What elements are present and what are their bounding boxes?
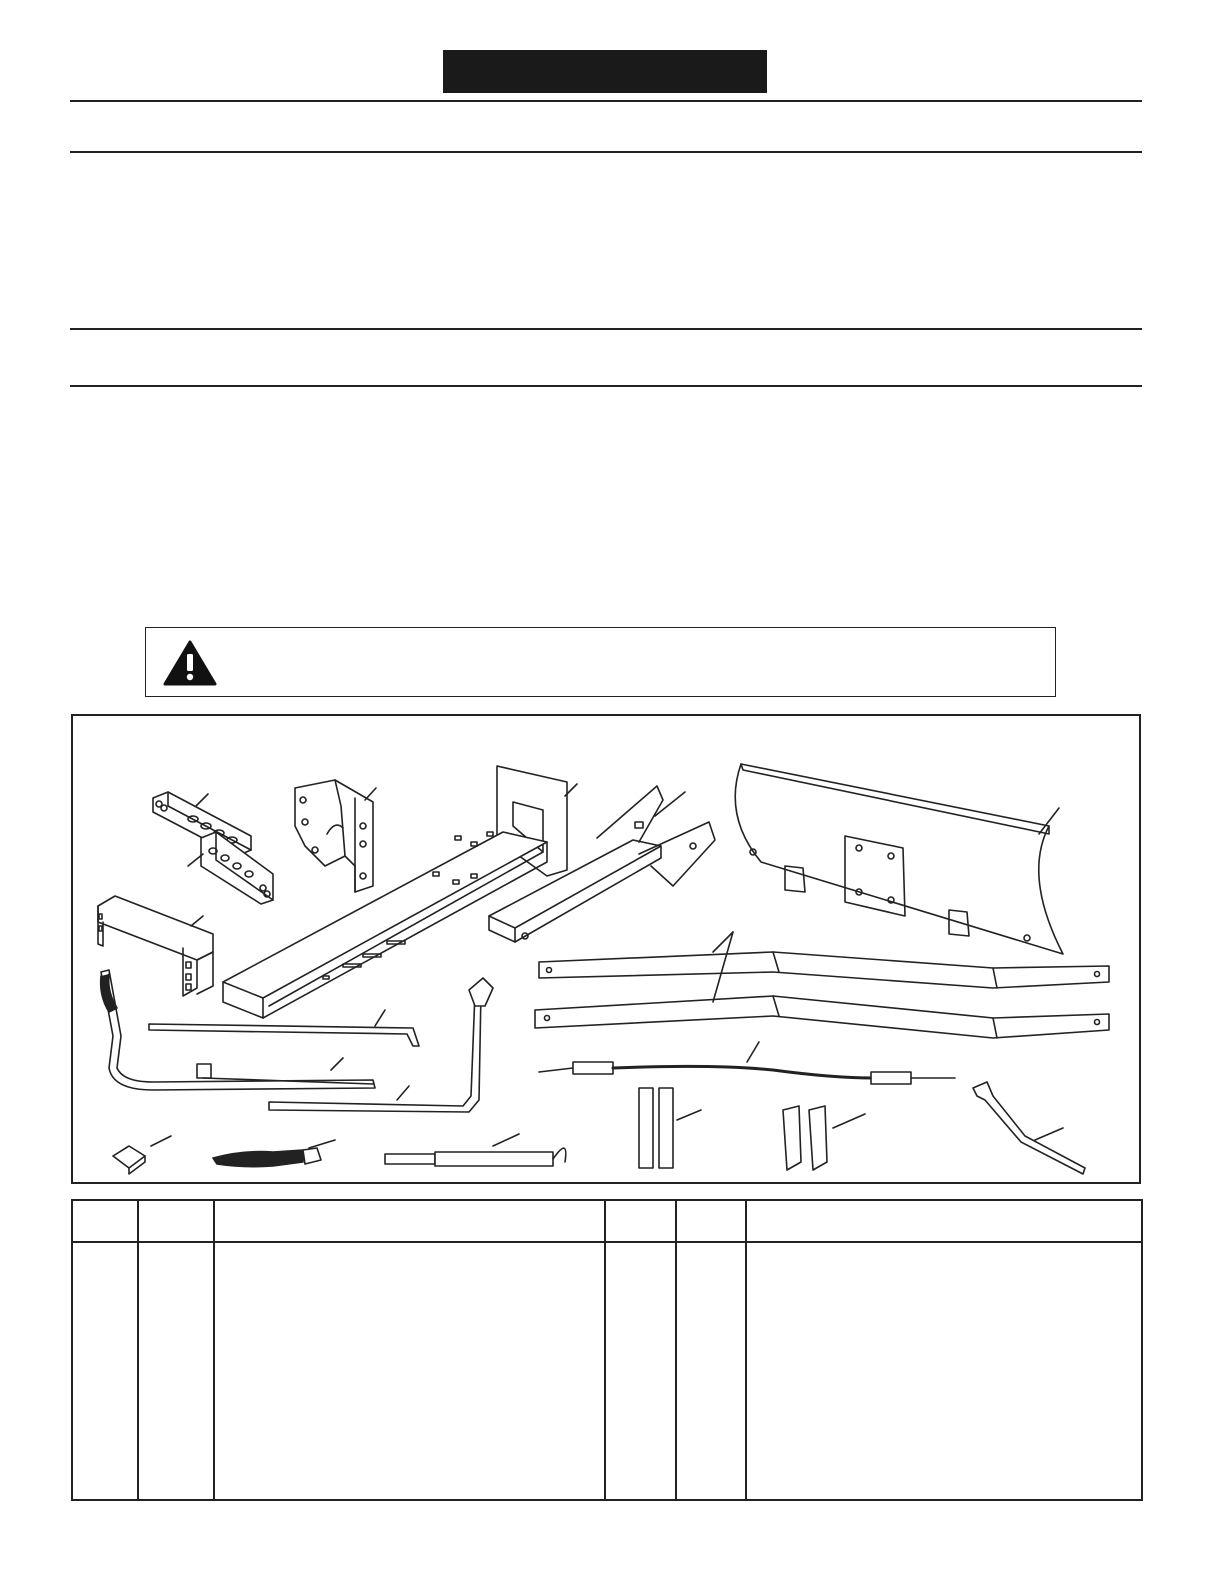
section-rule-bottom-2	[70, 385, 1142, 387]
slotted-bracket-lower	[188, 832, 273, 904]
table-cell	[214, 1242, 605, 1500]
extension-spring	[385, 1134, 566, 1166]
lift-rod	[269, 978, 493, 1112]
table-row	[72, 1242, 1142, 1500]
push-frame	[223, 766, 577, 1018]
table-header-cell	[676, 1200, 746, 1242]
pivot-plate-bracket	[295, 780, 376, 892]
table-cell	[746, 1242, 1142, 1500]
parts-table	[71, 1199, 1143, 1501]
scraper-bar-upper	[539, 952, 1109, 988]
section-rule-top-1	[70, 100, 1142, 102]
table-cell	[676, 1242, 746, 1500]
table-header-cell	[214, 1200, 605, 1242]
warning-box	[145, 627, 1056, 697]
latch-lever	[213, 1140, 335, 1167]
mounting-bracket-u	[98, 896, 213, 996]
table-cell	[138, 1242, 214, 1500]
plow-blade	[735, 764, 1063, 954]
cable	[539, 1042, 955, 1084]
table-cell	[72, 1242, 138, 1500]
table-header-cell	[138, 1200, 214, 1242]
section-rule-bottom-1	[70, 151, 1142, 153]
hinge-plates	[783, 1106, 865, 1170]
bent-rod	[973, 1082, 1085, 1174]
page-title-bar	[443, 50, 767, 93]
warning-triangle-icon	[163, 640, 217, 686]
table-header-cell	[605, 1200, 676, 1242]
small-clip	[113, 1136, 171, 1174]
table-header-cell	[72, 1200, 138, 1242]
angle-rod	[149, 1010, 419, 1046]
skid-strips	[639, 1088, 701, 1168]
table-header-row	[72, 1200, 1142, 1242]
table-header-cell	[746, 1200, 1142, 1242]
table-cell	[605, 1242, 676, 1500]
section-rule-top-2	[70, 328, 1142, 330]
parts-figure	[71, 714, 1141, 1184]
